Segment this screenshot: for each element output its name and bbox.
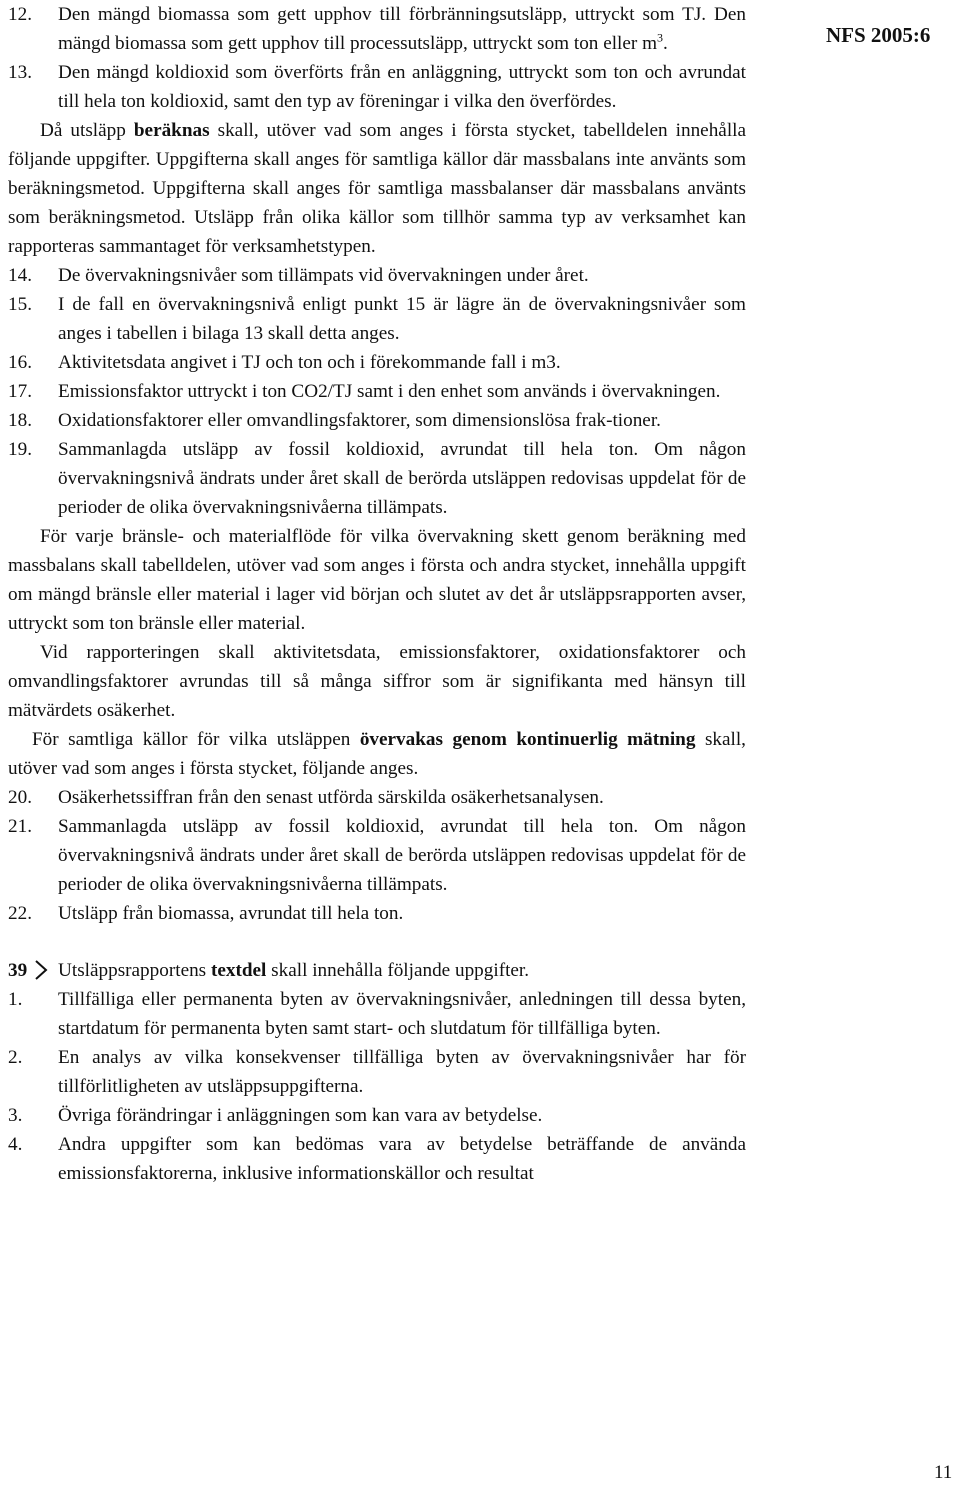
item-text: Sammanlagda utsläpp av fossil koldioxid, avrundat till hela ton. Om någon övervakningsnivå ändrats under året skall de berörda utsläppen redovisas uppdelat för de perioder de olika övervakningsnivåerna tillämpats. [58,816,746,895]
list-item-22 [8,899,746,928]
item-text: En analys av vilka konsekvenser tillfälliga byten av övervakningsnivåer har för tillförlitligheten av utsläppsuppgifterna. [58,1047,746,1097]
item-text: Den mängd koldioxid som överförts från en anläggning, uttryckt som ton och avrundat till hela ton koldioxid, samt den typ av föreningar i vilka den överfördes. [58,62,746,112]
section-text: Utsläppsrapportens [58,960,211,981]
item-number: 21. [8,816,32,837]
item-text: Emissionsfaktor uttryckt i ton CO2/TJ samt i den enhet som används i övervakningen. [58,381,721,402]
document-code: NFS 2005:6 [826,23,931,47]
document-body [8,0,746,1188]
item-number: 17. [8,381,32,402]
list-item-14 [8,261,746,290]
list-item-20 [8,783,746,812]
item-number: 1. [8,989,23,1010]
superscript: 3 [657,30,664,45]
list-item-3 [8,1101,746,1130]
list-item-16 [8,348,746,377]
para-bold: övervakas genom kontinuerlig mätning [359,729,696,750]
item-number: 18. [8,410,32,431]
section-number: 39 [8,960,28,981]
list-item-21 [8,812,746,899]
item-text: Osäkerhetssiffran från den senast utförda särskilda osäkerhetsanalysen. [58,787,604,808]
item-number: 16. [8,352,32,373]
item-text: Oxidationsfaktorer eller omvandlingsfaktorer, som dimensionslösa frak-tioner. [58,410,661,431]
item-number: 3. [8,1105,23,1126]
item-number: 19. [8,439,32,460]
paragraph-matning [8,725,746,783]
item-text: Aktivitetsdata angivet i TJ och ton och i förekommande fall i m3. [58,352,561,373]
item-number: 2. [8,1047,23,1068]
item-number: 22. [8,903,32,924]
para-bold: beräknas [133,120,210,141]
list-item-17 [8,377,746,406]
paragraph-rapportering: Vid rapporteringen skall aktivitetsdata, emissionsfaktorer, oxidationsfaktorer och omvandlingsfaktorer avrundas till så många siffror som är signifikanta med hänsyn till mätvärdets osäkerhet. [8,642,746,721]
para-text: skall, utöver vad som anges i första stycket, tabelldelen innehålla följande uppgifter. Uppgifterna skall anges för samtliga källor där massbalans inte använts som beräkningsmetod. Uppgifterna skall anges för samtliga massbalanser där massbalans använts som beräkningsmetod. Utsläpp från olika källor som tillhör samma typ av verksamhet kan rapporteras sammantaget för verksamhetstypen. [8,120,746,257]
item-text: Tillfälliga eller permanenta byten av övervakningsnivåer, anledningen till dessa byten, startdatum för permanenta byten samt start- och slutdatum för tillfälliga byten. [58,989,746,1039]
list-item-19 [8,435,746,522]
para-text: Då utsläpp [40,120,134,141]
section-gap [8,928,746,956]
para-text: För samtliga källor för vilka utsläppen [32,729,360,750]
para-text: skall, utöver vad som anges i första stycket, följande anges. [8,729,746,779]
item-text: Andra uppgifter som kan bedömas vara av betydelse beträffande de använda emissionsfaktorerna, inklusive informationskällor och resultat [58,1134,746,1184]
list-item-1 [8,985,746,1043]
section-mark-icon [34,958,50,982]
item-text-tail: . [663,33,668,54]
page-number: 11 [934,1462,953,1483]
section-text: skall innehålla följande uppgifter. [266,960,530,981]
item-text: Utsläpp från biomassa, avrundat till hela ton. [58,903,404,924]
section-39 [8,956,746,985]
item-text: I de fall en övervakningsnivå enligt punkt 15 är lägre än de övervakningsnivåer som anges i tabellen i bilaga 13 skall detta anges. [58,294,746,344]
paragraph-calculation [8,116,746,261]
item-number: 20. [8,787,32,808]
list-item-12 [8,0,746,58]
list-item-15 [8,290,746,348]
item-text: Sammanlagda utsläpp av fossil koldioxid, avrundat till hela ton. Om någon övervakningsnivå ändrats under året skall de berörda utsläppen redovisas uppdelat för de perioder de olika övervakningsnivåerna tillämpats. [58,439,746,518]
item-text: Övriga förändringar i anläggningen som kan vara av betydelse. [58,1105,543,1126]
paragraph-massbalans: För varje bränsle- och materialflöde för vilka övervakning skett genom beräkning med massbalans skall tabelldelen, utöver vad som anges i första och andra stycket, innehålla uppgift om mängd bränsle eller material i lager vid början och slutet av det år utsläppsrapporten avser, uttryckt som ton bränsle eller material. [8,526,746,634]
list-item-18 [8,406,746,435]
section-bold: textdel [210,960,267,981]
list-item-13 [8,58,746,116]
item-number: 4. [8,1134,23,1155]
item-number: 15. [8,294,32,315]
list-item-4 [8,1130,746,1188]
item-text: Den mängd biomassa som gett upphov till förbränningsutsläpp, uttryckt som TJ. Den mängd biomassa som gett upphov till processutsläpp, uttryckt som ton eller m [58,4,746,54]
item-text: De övervakningsnivåer som tillämpats vid övervakningen under året. [58,265,589,286]
list-item-2 [8,1043,746,1101]
item-number: 14. [8,265,32,286]
item-number: 12. [8,4,32,25]
item-number: 13. [8,62,32,83]
